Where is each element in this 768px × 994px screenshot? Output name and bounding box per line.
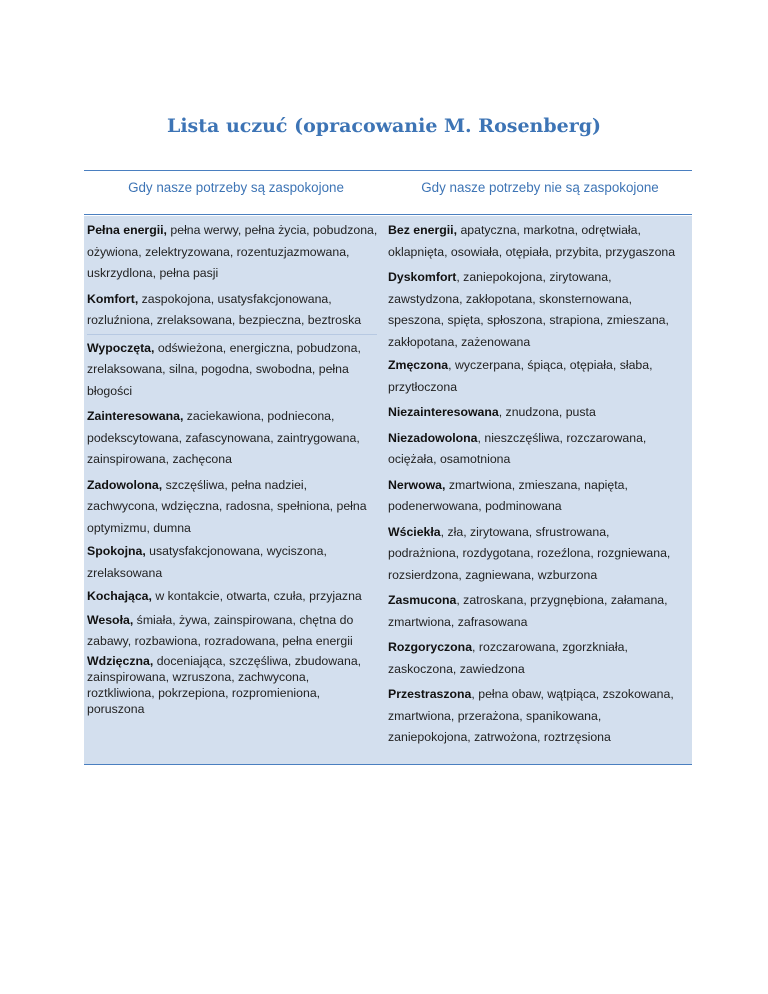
table-header-rule — [84, 214, 692, 215]
list-item: Zadowolona, szczęśliwa, pełna nadziei, zachwycona, wdzięczna, radosna, spełniona, pełna optymizmu, dumna — [87, 477, 367, 535]
list-item: Bez energii, apatyczna, markotna, odrętwiała, oklapnięta, osowiała, otępiała, przybita, przygaszona — [388, 223, 676, 259]
list-item: Rozgoryczona, rozczarowana, zgorzkniała, zaskoczona, zawiedzona — [388, 640, 628, 676]
table-header — [84, 180, 692, 208]
list-item: Komfort, zaspokojona, usatysfakcjonowana, rozluźniona, zrelaksowana, bezpieczna, beztroska — [87, 291, 362, 327]
list-item: Wypoczęta, odświeżona, energiczna, pobudzona, zrelaksowana, silna, pogodna, swobodna, pełna błogości — [87, 340, 361, 398]
list-item: Przestraszona, pełna obaw, wątpiąca, zszokowana, zmartwiona, przerażona, spanikowana, zaniepokojona, zatrwożona, roztrzęsiona — [388, 687, 674, 744]
list-item: Spokojna, usatysfakcjonowana, wyciszona, zrelaksowana — [87, 544, 327, 580]
list-item: Kochająca, w kontakcie, otwarta, czuła, przyjazna — [87, 589, 362, 603]
column-unsatisfied — [388, 216, 680, 749]
list-item: Zasmucona, zatroskana, przygnębiona, załamana, zmartwiona, zafrasowana — [388, 593, 668, 629]
table-bottom-rule — [84, 764, 692, 765]
list-item: Wesoła, śmiała, żywa, zainspirowana, chętna do zabawy, rozbawiona, rozradowana, pełna energii — [87, 612, 354, 648]
header-left: Gdy nasze potrzeby są zaspokojone — [128, 180, 344, 195]
divider — [87, 334, 377, 335]
list-item: Niezadowolona, nieszczęśliwa, rozczarowana, ociężała, osamotniona — [388, 430, 647, 466]
list-item: Nerwowa, zmartwiona, zmieszana, napięta, podenerwowana, podminowana — [388, 477, 628, 513]
list-item: Niezainteresowana, znudzona, pusta — [388, 405, 596, 419]
list-item: Zmęczona, wyczerpana, śpiąca, otępiała, słaba, przytłoczona — [388, 358, 653, 394]
list-item: Dyskomfort, zaniepokojona, zirytowana, zawstydzona, zakłopotana, skonsternowana, speszona, spięta, spłoszona, strapiona, zmieszana, zakłopotana, zażenowana — [388, 270, 669, 349]
header-right: Gdy nasze potrzeby nie są zaspokojone — [421, 180, 659, 195]
column-satisfied — [87, 216, 379, 717]
page-title: Lista uczuć (opracowanie M. Rosenberg) — [166, 115, 602, 137]
table-top-rule — [84, 170, 692, 171]
table-body — [84, 216, 692, 764]
list-item: Wściekła, zła, zirytowana, sfrustrowana, podrażniona, rozdygotana, rozeźlona, rozgniewana, rozsierdzona, zagniewana, wzburzona — [388, 524, 671, 582]
list-item: Pełna energii, pełna werwy, pełna życia, pobudzona, ożywiona, zelektryzowana, rozentuzjazmowana, uskrzydlona, pełna pasji — [87, 223, 378, 280]
list-item: Zainteresowana, zaciekawiona, podniecona, podekscytowana, zafascynowana, zaintrygowana, zainspirowana, zachęcona — [87, 409, 360, 466]
list-item: Wdzięczna, doceniająca, szczęśliwa, zbudowana, zainspirowana, wzruszona, zachwycona, roztkliwiona, pokrzepiona, rozpromieniona, poruszona — [87, 653, 362, 716]
